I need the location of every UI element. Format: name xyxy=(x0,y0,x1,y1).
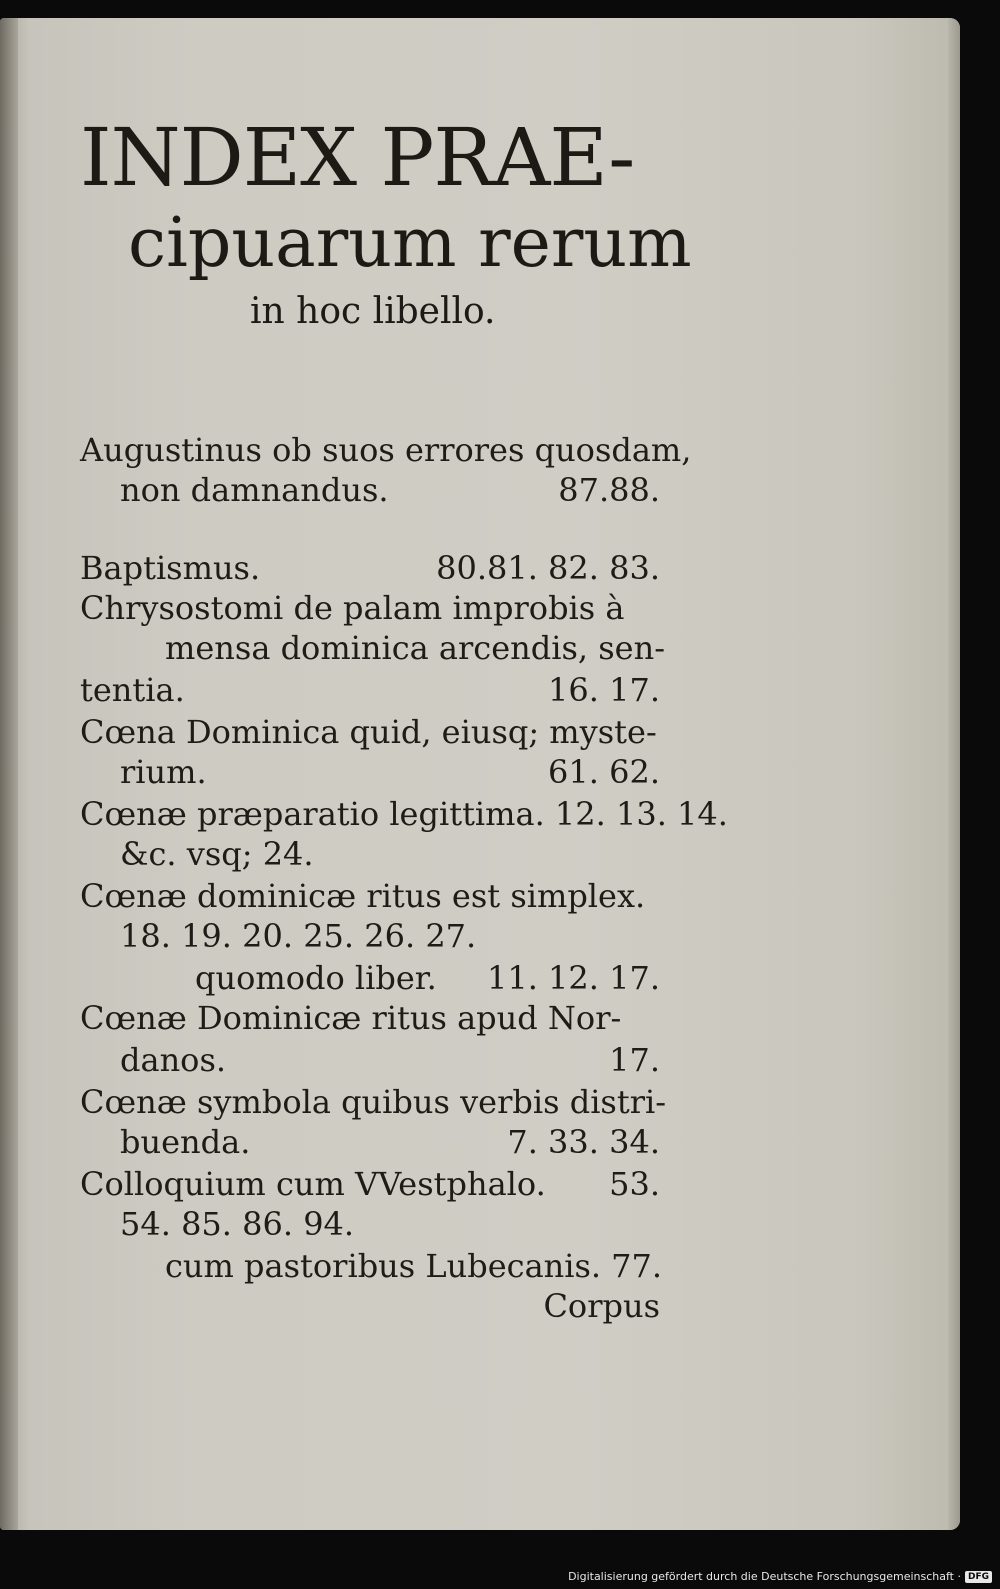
index-line: tentia. 16. 17. xyxy=(80,671,660,709)
index-line: Cœna Dominica quid, eiusq; myste- xyxy=(80,713,657,751)
index-line: Augustinus ob suos errores quosdam, xyxy=(80,431,692,469)
index-line: buenda. 7. 33. 34. xyxy=(120,1123,660,1161)
index-line: 54. 85. 86. 94. xyxy=(120,1205,355,1243)
index-line: 18. 19. 20. 25. 26. 27. xyxy=(120,917,477,955)
index-line: Chrysostomi de palam improbis à xyxy=(80,589,625,627)
index-line: danos. 17. xyxy=(120,1041,660,1079)
index-line: Baptismus. 80.81. 82. 83. xyxy=(80,549,660,587)
index-line: Cœnæ symbola quibus verbis distri- xyxy=(80,1083,667,1121)
book-spine xyxy=(0,18,18,1530)
index-title-line2: cipuarum rerum xyxy=(128,204,692,283)
index-line: &c. vsq; 24. xyxy=(120,835,314,873)
index-line: Colloquium cum VVestphalo. 53. xyxy=(80,1165,660,1203)
index-title-line3: in hoc libello. xyxy=(250,291,496,332)
index-line: Cœnæ præparatio legittima. 12. 13. 14. xyxy=(80,795,728,833)
catchword: Corpus xyxy=(543,1287,660,1325)
page-edge xyxy=(948,18,960,1530)
dfg-logo: DFG xyxy=(965,1571,992,1583)
index-line: Cœnæ Dominicæ ritus apud Nor- xyxy=(80,999,622,1037)
index-line: cum pastoribus Lubecanis. 77. xyxy=(165,1247,662,1285)
index-line: non damnandus. 87.88. xyxy=(120,471,660,509)
index-line: quomodo liber. 11. 12. 17. xyxy=(195,959,660,997)
book-page xyxy=(0,18,960,1530)
digitization-credit: Digitalisierung gefördert durch die Deutsche Forschungsgemeinschaft · DFG xyxy=(568,1570,992,1583)
index-line: Cœnæ dominicæ ritus est simplex. xyxy=(80,877,646,915)
index-title-line1: INDEX PRAE- xyxy=(80,111,635,204)
index-line: rium. 61. 62. xyxy=(120,753,660,791)
index-line: mensa dominica arcendis, sen- xyxy=(165,629,666,667)
